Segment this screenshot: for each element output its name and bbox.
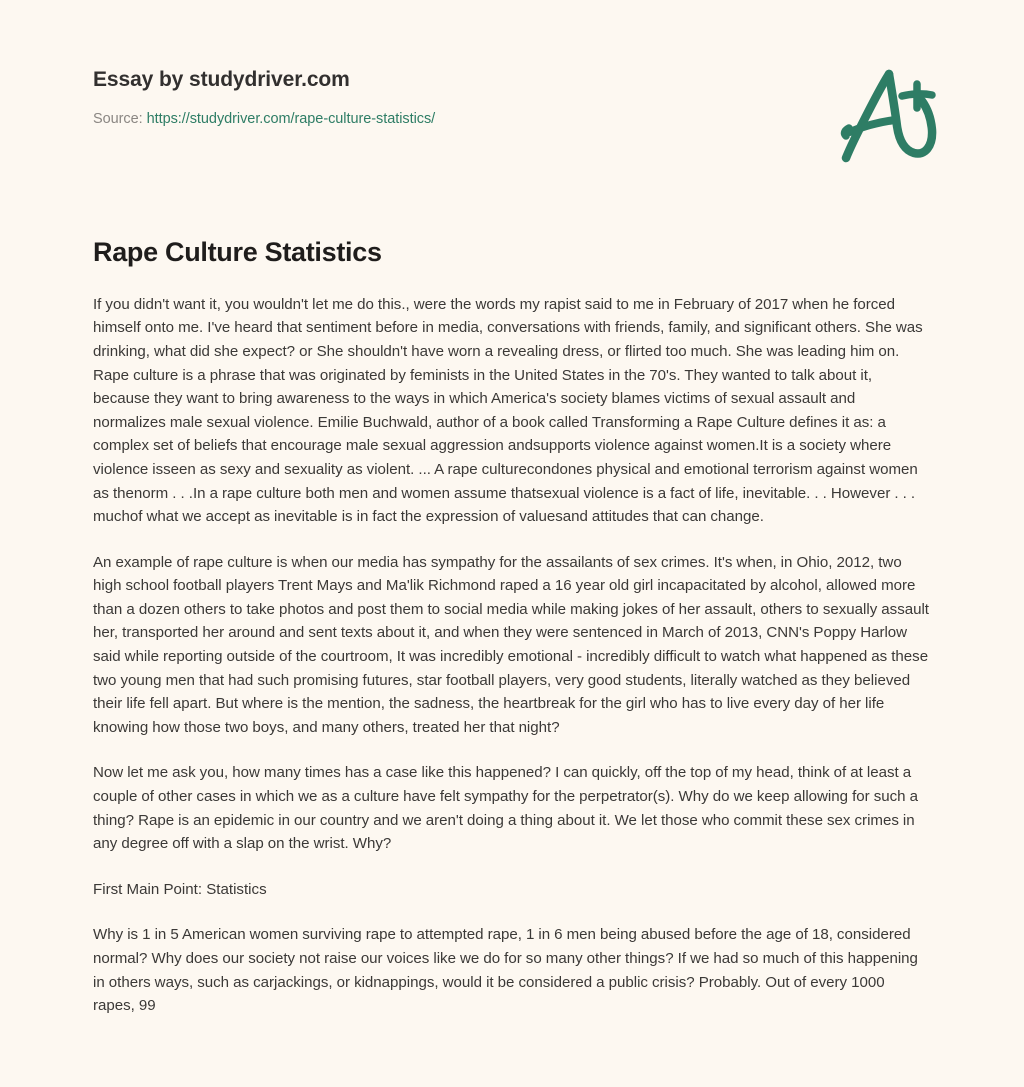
section-heading-first-main-point: First Main Point: Statistics <box>93 880 267 898</box>
paragraph-question: Now let me ask you, how many times has a case like this happened? I can quickly, off the top of my head, think of at least a couple of other cases in which we as a culture have felt sympathy for the perpetrator(s). Why do we keep allowing for such a thing? Rape is an epidemic in our country and we aren't doing a thing about it. We let those who commit these sex crimes in any degree off with a slap on the wrist. Why? <box>93 764 918 853</box>
source-url-link[interactable]: https://studydriver.com/rape-culture-statistics/ <box>146 111 436 128</box>
paragraph-intro: If you didn't want it, you wouldn't let me do this., were the words my rapist said to me in February of 2017 when he forced himself onto me. I've heard that sentiment before in media, conversations with friends, family, and significant others. She was drinking, what did she expect? or She shouldn't have worn a revealing dress, or flirted too much. She was leading him on. Rape culture is a phrase that was originated by feminists in the United States in the 70's. They wanted to talk about it, because they want to bring awareness to the ways in which America's society blames victims of sexual assault and normalizes male sexual violence. Emilie Buchwald, author of a book called Transforming a Rape Culture defines it as: a complex set of beliefs that encourage male sexual aggression andsupports violence against women.It is a society where violence isseen as sexy and sexuality as violent. ... A rape culturecondones physical and emotional terrorism against women as thenorm . . .In a rape culture both men and women assume thatsexual violence is a fact of life, inevitable. . . However . . . muchof what we accept as inevitable is in fact the expression of valuesand attitudes that can change. <box>93 295 923 526</box>
paragraph-statistics: Why is 1 in 5 American women surviving rape to attempted rape, 1 in 6 men being abused before the age of 18, considered normal? Why does our society not raise our voices like we do for so many other things? If we had so much of this happening in others ways, such as carjackings, or kidnappings, would it be considered a public crisis? Probably. Out of every 1000 rapes, 99 <box>93 926 918 1015</box>
paragraph-example: An example of rape culture is when our media has sympathy for the assailants of sex crimes. It's when, in Ohio, 2012, two high school football players Trent Mays and Ma'lik Richmond raped a 16 year old girl incapacitated by alcohol, allowed more than a dozen others to take photos and post them to social media while making jokes of her assault, others to sexually assault her, transported her around and sent texts about it, and when they were sentenced in March of 2013, CNN's Poppy Harlow said while reporting outside of the courtroom, It was incredibly emotional - incredibly difficult to watch what happened as these two young men that had such promising futures, star football players, very good students, literally watched as they believed their life fell apart. But where is the mention, the sadness, the heartbreak for the girl who has to live every day of her life knowing how those two boys, and many others, treated her that night? <box>93 553 929 736</box>
a-plus-logo-icon <box>832 68 940 166</box>
page-title: Rape Culture Statistics <box>93 237 382 267</box>
source-label: Source: <box>93 111 143 128</box>
essay-body <box>0 270 1024 1018</box>
page-header <box>0 0 1024 132</box>
brand-title: Essay by studydriver.com <box>93 68 350 91</box>
source-line <box>93 111 936 128</box>
